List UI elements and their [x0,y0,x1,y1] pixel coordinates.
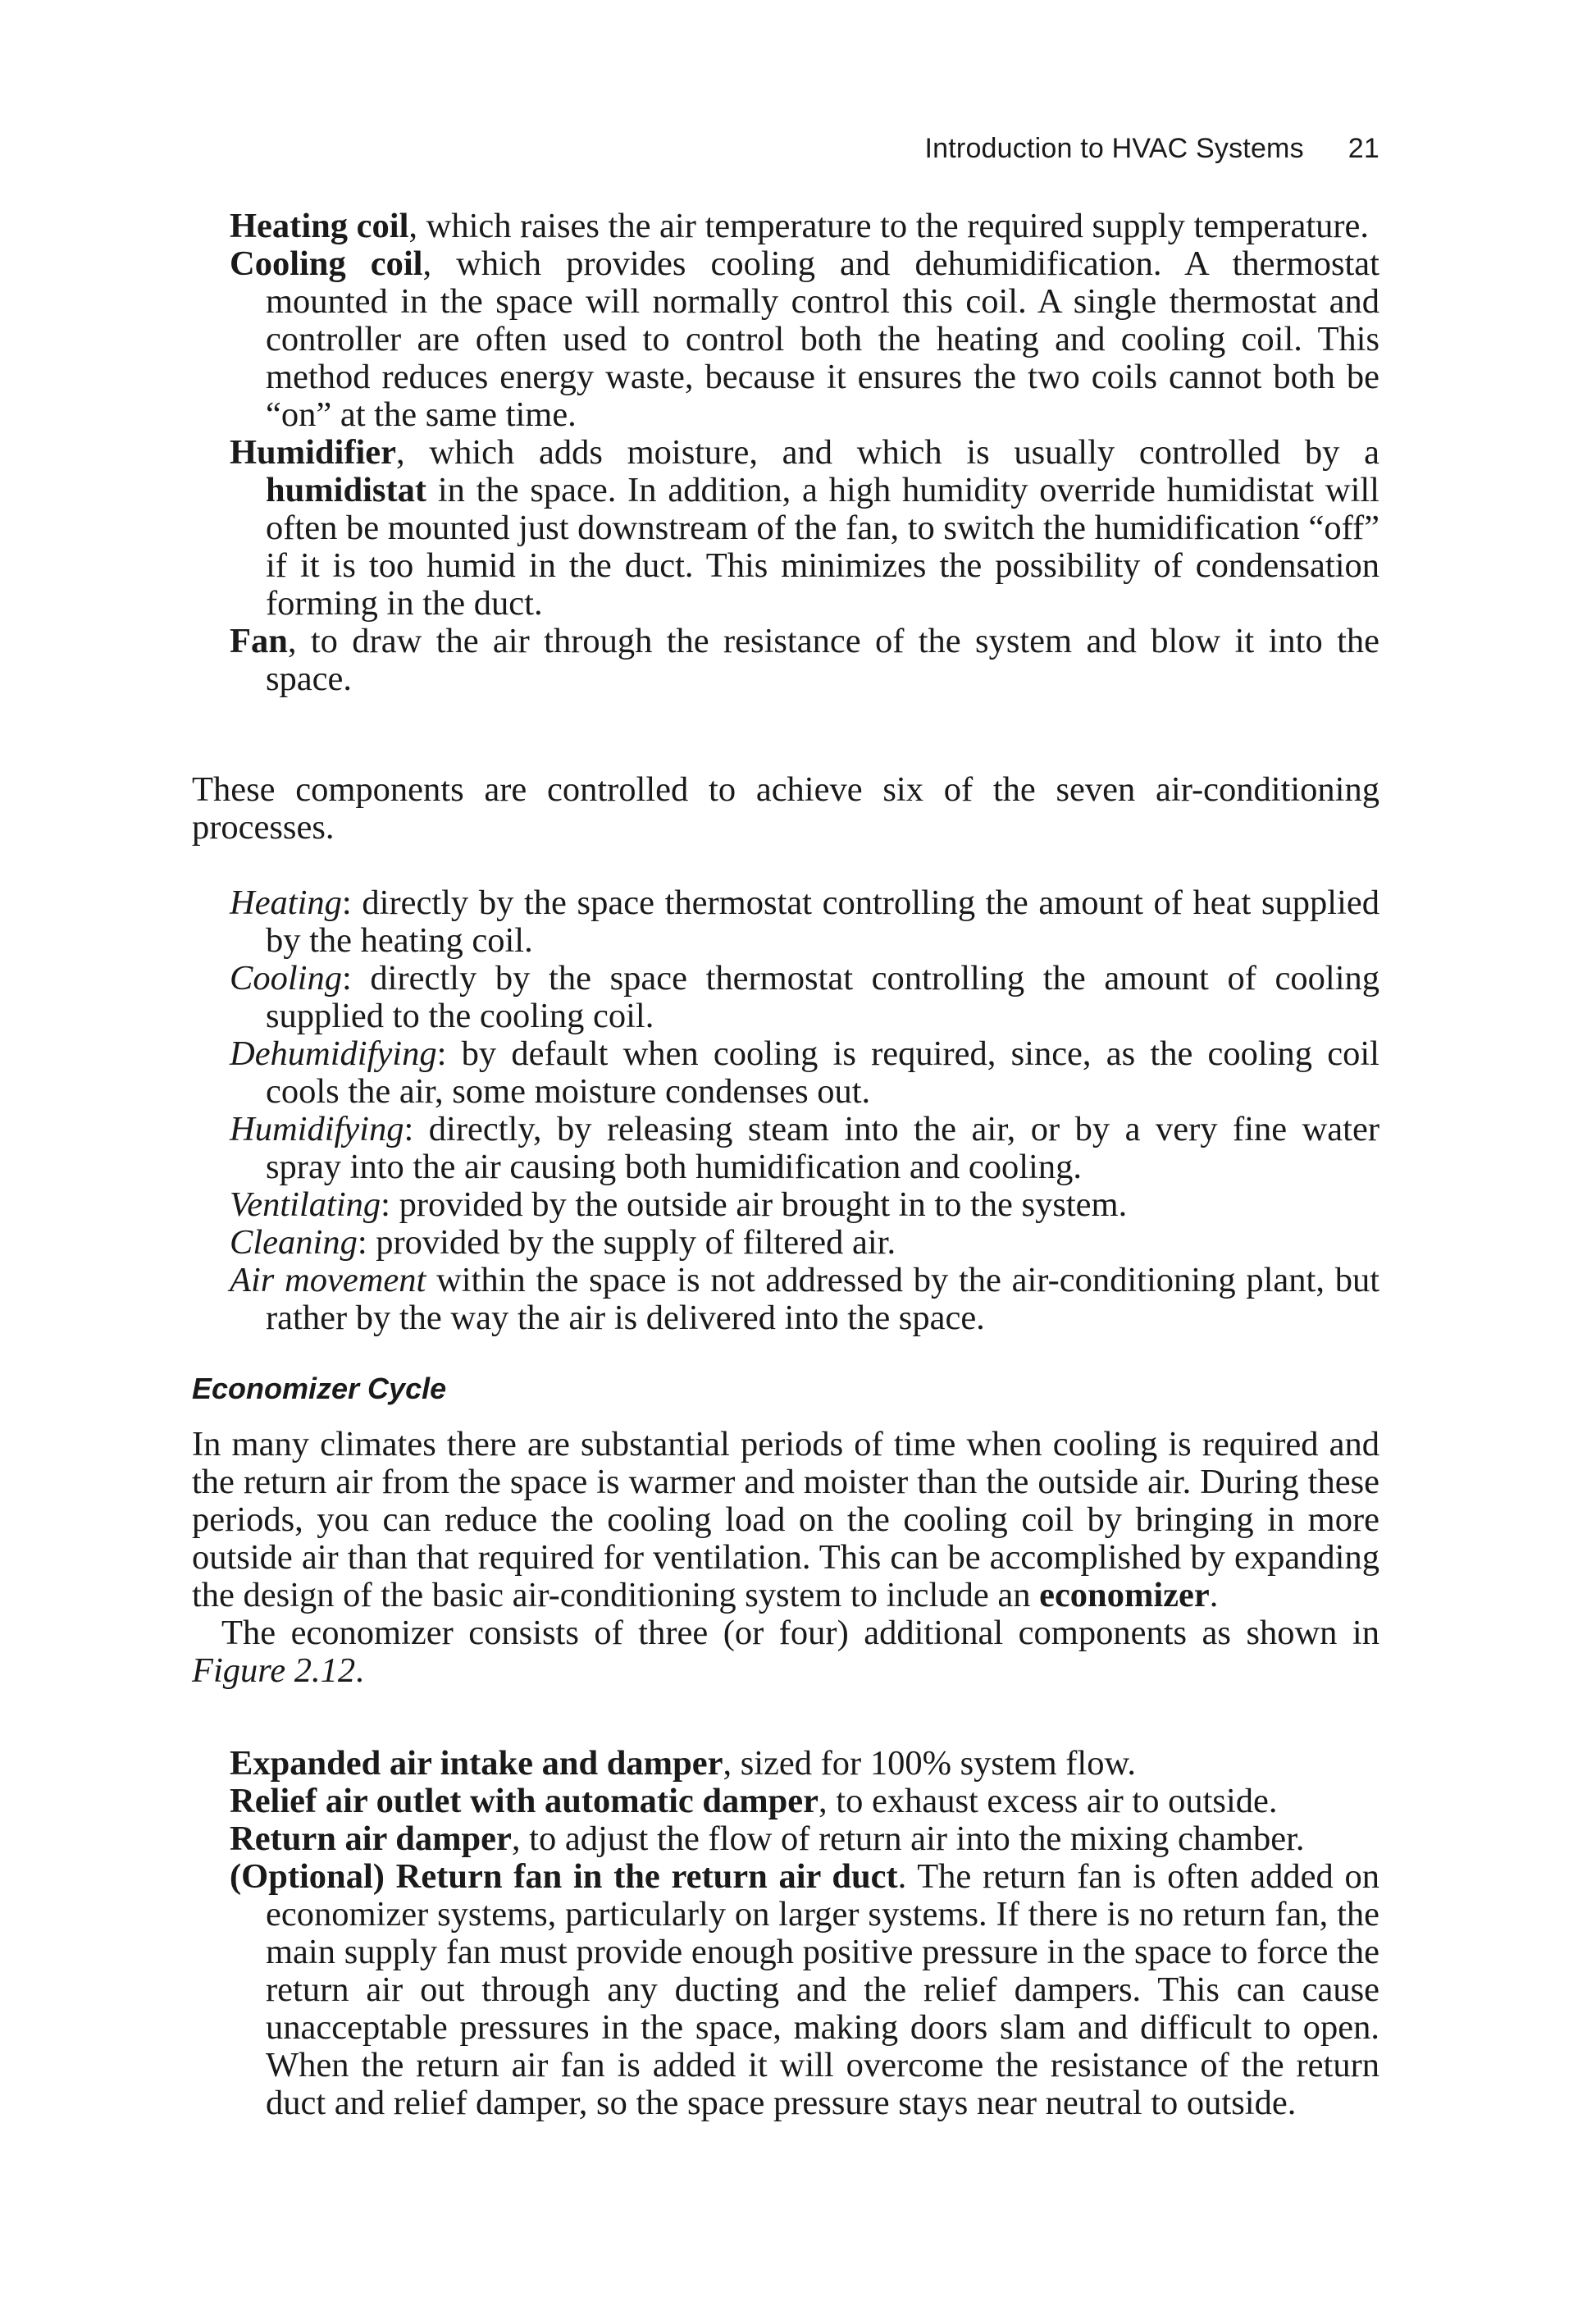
processes-intro: These components are controlled to achieve six of the seven air-conditioning processes. [192,770,1379,847]
list-item-heating: Heating: directly by the space thermostat controlling the amount of heat supplied by the heating coil. [230,883,1379,960]
economizer-paragraph-2: The economizer consists of three (or four) additional components as shown in Figure 2.12. [192,1614,1379,1690]
list-item-relief-air-outlet: Relief air outlet with automatic damper, to exhaust excess air to outside. [230,1782,1278,1820]
process-list [192,884,1379,1337]
section-heading: Economizer Cycle [192,1372,447,1405]
list-item-expanded-air-intake: Expanded air intake and damper, sized for 100% system flow. [230,1744,1137,1783]
economizer-paragraph-1: In many climates there are substantial periods of time when cooling is required and the return air from the space is warmer and moister than the outside air. During these periods, you can reduce the cooling load on the cooling coil by bringing in more outside air than that required for ventilation. This can be accomplished by expanding the design of the basic air-conditioning system to include an economizer. [192,1425,1379,1614]
running-title: Introduction to HVAC Systems [924,133,1304,164]
list-item-heating-coil: Heating coil, which raises the air temperature to the required supply temperature. [230,207,1370,245]
running-head [820,133,1379,165]
list-item-humidifier: Humidifier, which adds moisture, and which is usually controlled by a humidistat in the space. In addition, a high humidity override humidistat will often be mounted just downstream of the fan, to switch the humidification “off” if it is too humid in the duct. This minimizes the possibility of condensation forming in the duct. [230,433,1379,623]
list-item-cleaning: Cleaning: provided by the supply of filtered air. [230,1223,896,1262]
list-item-fan: Fan, to draw the air through the resistance of the system and blow it into the space. [230,622,1379,698]
list-item-cooling-coil: Cooling coil, which provides cooling and dehumidification. A thermostat mounted in the space will normally control this coil. A single thermostat and controller are often used to control both the heating and cooling coil. This method reduces energy waste, because it ensures the two coils cannot both be “on” at the same time. [230,244,1379,434]
list-item-dehumidifying: Dehumidifying: by default when cooling is required, since, as the cooling coil cools the air, some moisture condenses out. [230,1034,1379,1111]
economizer-component-list [192,1745,1379,2122]
list-item-humidifying: Humidifying: directly, by releasing steam into the air, or by a very fine water spray into the air causing both humidification and cooling. [230,1110,1379,1186]
list-item-return-fan: (Optional) Return fan in the return air duct. The return fan is often added on economizer systems, particularly on larger systems. If there is no return fan, the main supply fan must provide enough positive pressure in the space to force the return air out through any ducting and the relief dampers. This can cause unacceptable pressures in the space, making doors slam and difficult to open. When the return air fan is added it will overcome the resistance of the return duct and relief damper, so the space pressure stays near neutral to outside. [230,1857,1379,2122]
page-number: 21 [1347,133,1379,164]
list-item-ventilating: Ventilating: provided by the outside air brought in to the system. [230,1185,1128,1224]
list-item-return-air-damper: Return air damper, to adjust the flow of return air into the mixing chamber. [230,1819,1305,1858]
list-item-cooling: Cooling: directly by the space thermostat controlling the amount of cooling supplied to the cooling coil. [230,959,1379,1035]
component-list [192,208,1379,698]
list-item-air-movement: Air movement within the space is not addressed by the air-conditioning plant, but rather by the way the air is delivered into the space. [230,1261,1379,1337]
economizer-body [192,1426,1379,1690]
